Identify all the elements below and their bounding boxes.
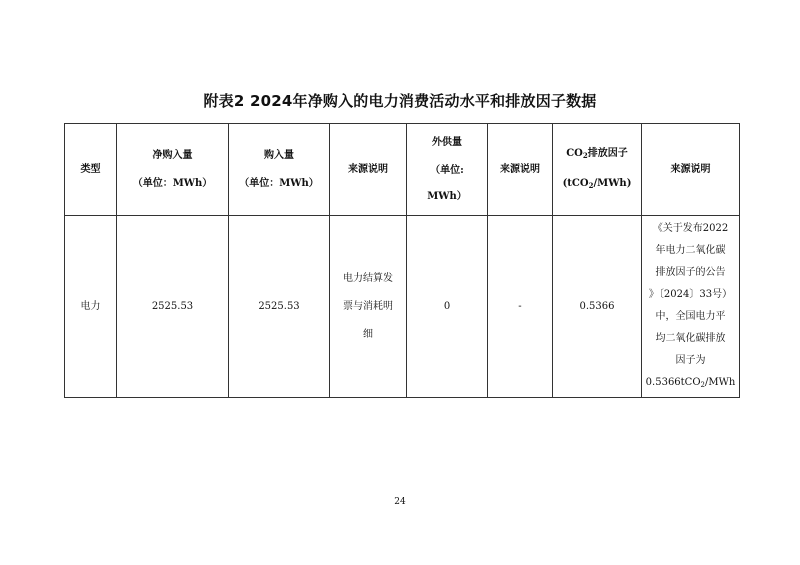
- source3-line: 《关于发布2022: [652, 222, 729, 234]
- header-type: 类型: [65, 124, 117, 216]
- header-net-purchase-unit: （单位：MWh）: [132, 177, 213, 189]
- source1-line: 票与消耗明: [343, 300, 393, 312]
- header-purchase-label: 购入量: [264, 149, 294, 161]
- page-number: 24: [394, 497, 406, 507]
- header-emission-factor: [553, 124, 642, 216]
- header-supply: [407, 124, 488, 216]
- source3-line: 年电力二氧化碳: [655, 244, 726, 256]
- cell-type: 电力: [65, 216, 117, 398]
- header-supply-label: 外供量: [432, 136, 462, 148]
- header-factor-unit: (tCO$_2$/MWh): [562, 177, 632, 190]
- header-purchase: [229, 124, 330, 216]
- table-row: [65, 216, 740, 398]
- source3-line: 因子为: [675, 354, 706, 366]
- header-supply-unit-1: （单位:: [430, 164, 464, 176]
- header-net-purchase: [117, 124, 229, 216]
- cell-source-3: [642, 216, 740, 398]
- electricity-data-table: [64, 123, 740, 398]
- source3-line: 排放因子的公告: [655, 266, 726, 278]
- source1-line: 细: [363, 328, 373, 340]
- table-title: 附表2 2024年净购入的电力消费活动水平和排放因子数据: [203, 92, 597, 110]
- header-factor-label: $CO_2$排放因子: [566, 147, 628, 160]
- source3-line: 均二氧化碳排放: [655, 332, 726, 344]
- header-net-purchase-label: 净购入量: [152, 149, 193, 161]
- cell-source-2: -: [488, 216, 553, 398]
- table-header-row: [65, 124, 740, 216]
- cell-net-purchase: 2525.53: [117, 216, 229, 398]
- source3-line-last: 0.5366tCO$_2$/MWh: [645, 376, 736, 389]
- cell-supply: 0: [407, 216, 488, 398]
- cell-factor: 0.5366: [553, 216, 642, 398]
- cell-purchase: 2525.53: [229, 216, 330, 398]
- source3-line: 中，全国电力平: [655, 310, 726, 322]
- header-source-3: 来源说明: [642, 124, 740, 216]
- cell-source-1: [330, 216, 407, 398]
- header-source-1: 来源说明: [330, 124, 407, 216]
- source3-line: 》〔2024〕33号）: [648, 288, 733, 300]
- header-source-2: 来源说明: [488, 124, 553, 216]
- source1-line: 电力结算发: [343, 272, 393, 284]
- header-supply-unit-2: MWh）: [427, 190, 467, 202]
- header-purchase-unit: （单位：MWh）: [239, 177, 319, 189]
